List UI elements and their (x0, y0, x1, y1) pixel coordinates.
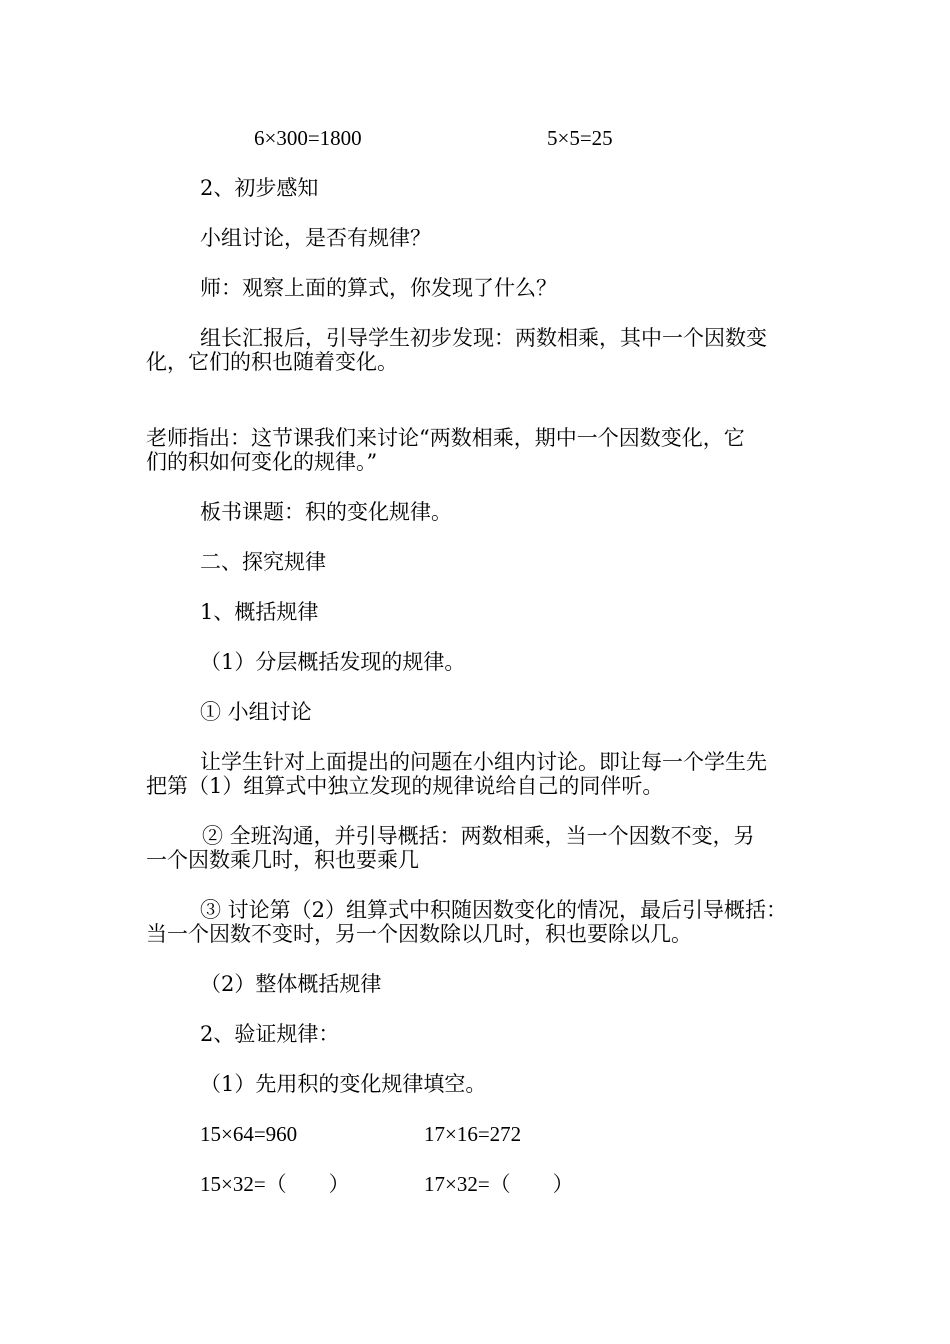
heading-summarize-rules: 1、概括规律 (200, 600, 319, 624)
heading-group-discussion: ① 小组讨论 (200, 700, 312, 724)
paragraph-let-students-line2: 把第（1）组算式中独立发现的规律说给自己的同伴听。 (146, 774, 664, 798)
paragraph-report-line1: 组长汇报后，引导学生初步发现：两数相乘，其中一个因数变 (200, 326, 767, 350)
paragraph-class-communication-line2: 一个因数乘几时，积也要乘几 (146, 848, 419, 872)
paragraph-teacher-question: 师：观察上面的算式，你发现了什么？ (200, 276, 557, 300)
heading-layered-summary: （1）分层概括发现的规律。 (200, 650, 466, 674)
paragraph-board-title: 板书课题：积的变化规律。 (200, 500, 452, 524)
heading-overall-summary: （2）整体概括规律 (200, 972, 382, 996)
paragraph-report-line2: 化，它们的积也随着变化。 (146, 350, 398, 374)
equation-17x32-blank: 17×32=（ ） (424, 1172, 574, 1196)
heading-explore-rules: 二、探究规律 (200, 550, 326, 574)
heading-verify-rules: 2、验证规律： (200, 1022, 340, 1046)
paragraph-class-communication-line1: ② 全班沟通，并引导概括：两数相乘，当一个因数不变，另 (202, 824, 755, 848)
paragraph-discuss-second-line1: ③ 讨论第（2）组算式中积随因数变化的情况，最后引导概括： (200, 898, 788, 922)
paragraph-teacher-point-line1: 老师指出：这节课我们来讨论“两数相乘，期中一个因数变化，它 (146, 426, 745, 450)
paragraph-let-students-line1: 让学生针对上面提出的问题在小组内讨论。即让每一个学生先 (200, 750, 767, 774)
equation-15x32-blank: 15×32=（ ） (200, 1172, 350, 1196)
equation-15x64: 15×64=960 (200, 1122, 298, 1146)
paragraph-discuss-second-line2: 当一个因数不变时，另一个因数除以几时，积也要除以几。 (146, 922, 692, 946)
equation-17x16: 17×16=272 (424, 1122, 522, 1146)
equation-5x5: 5×5=25 (547, 126, 613, 150)
paragraph-teacher-point-line2: 们的积如何变化的规律。” (146, 450, 378, 474)
heading-initial-perception: 2、初步感知 (200, 176, 319, 200)
paragraph-group-question: 小组讨论，是否有规律？ (200, 226, 431, 250)
equation-6x300: 6×300=1800 (254, 126, 362, 150)
heading-fill-blanks: （1）先用积的变化规律填空。 (200, 1072, 487, 1096)
